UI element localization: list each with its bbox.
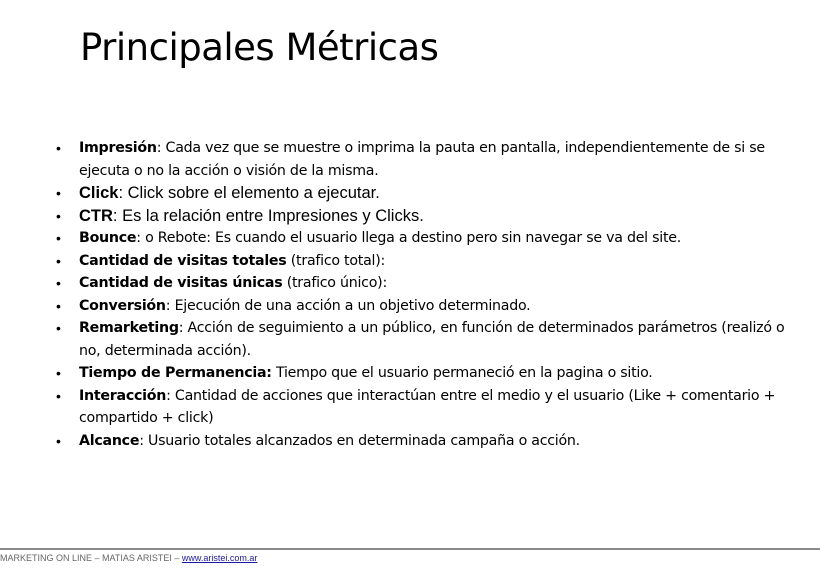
item-term: Bounce [79, 230, 137, 246]
footer-divider [0, 548, 820, 550]
metrics-list [56, 137, 796, 452]
item-term: Interacción [79, 387, 167, 404]
list-item [56, 182, 796, 205]
item-text: (trafico único): [282, 275, 387, 291]
footer-link[interactable]: www.aristei.com.ar [181, 553, 258, 563]
list-item [56, 272, 796, 295]
item-term: CTR [79, 206, 113, 225]
item-term: Cantidad de visitas totales [79, 252, 287, 269]
list-item [56, 227, 796, 250]
list-item [56, 205, 796, 228]
item-text: : Cada vez que se muestre o imprima la pauta en pantalla, independientemente de si se ejecuta o no la acción o visión de la misma. [79, 140, 765, 179]
list-item [56, 385, 796, 430]
list-item [56, 430, 796, 453]
footer [0, 553, 257, 563]
list-item [56, 317, 796, 362]
item-term: Conversión [79, 297, 166, 314]
item-text: : Acción de seguimiento a un público, en función de determinados parámetros (realizó o no, determinada acción). [79, 320, 785, 359]
item-text: : Usuario totales alcanzados en determinada campaña o acción. [139, 432, 580, 449]
list-item [56, 295, 796, 318]
item-term: Remarketing [79, 320, 179, 336]
item-text: : Es la relación entre Impresiones y Clicks. [112, 206, 424, 225]
slide-title: Principales Métricas [80, 26, 439, 69]
item-term: Tiempo de Permanencia: [79, 365, 272, 381]
item-text: : Ejecución de una acción a un objetivo determinado. [165, 297, 531, 314]
item-text: : o Rebote: Es cuando el usuario llega a destino pero sin navegar se va del site. [136, 230, 682, 246]
item-term: Click [79, 184, 119, 202]
footer-text: MARKETING ON LINE – MATIAS ARISTEI – [0, 553, 182, 563]
item-text: : Click sobre el elemento a ejecutar. [118, 184, 380, 202]
item-text: : Cantidad de acciones que interactúan entre el medio y el usuario (Like + comentario + compartido + click) [79, 387, 776, 426]
item-term: Alcance [79, 432, 140, 449]
item-term: Impresión [79, 140, 157, 156]
list-item [56, 250, 796, 273]
item-text: Tiempo que el usuario permaneció en la pagina o sitio. [271, 365, 653, 381]
item-text: (trafico total): [286, 252, 386, 269]
list-item [56, 137, 796, 182]
list-item [56, 362, 796, 385]
item-term: Cantidad de visitas únicas [79, 275, 283, 291]
